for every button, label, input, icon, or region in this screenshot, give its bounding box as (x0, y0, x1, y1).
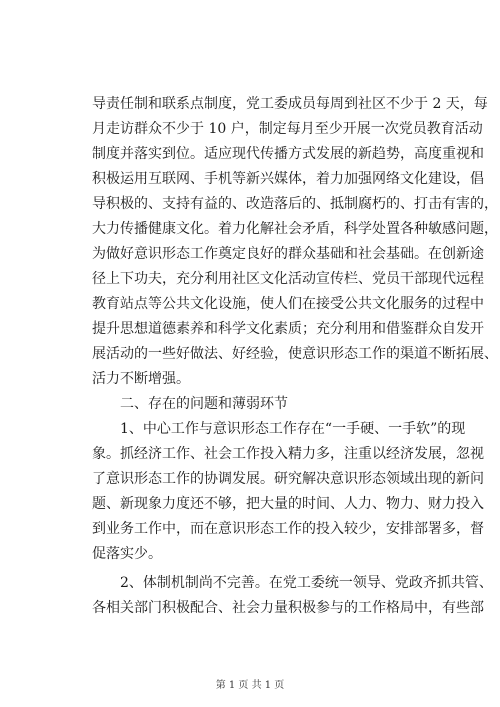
heading-text: 二、存在的问题和薄弱环节 (120, 396, 288, 412)
text-line: 象。抓经济工作、社会工作投入精力多，注重以经济发展，忽视 (92, 446, 484, 462)
text-line: 积极运用互联网、手机等新兴媒体，着力加强网络文化建设，倡 (92, 171, 484, 187)
text-line: 1、中心工作与意识形态工作存在“一手硬、一手软”的现 (120, 421, 466, 437)
text-line: 各相关部门积极配合、社会力量积极参与的工作格局中，有些部 (92, 600, 484, 616)
text-line: 大力传播健康文化。着力化解社会矛盾，科学处置各种敏感问题， (92, 221, 498, 237)
text-line: 促落实少。 (92, 546, 162, 562)
page-footer: 第 1 页 共 1 页 (215, 680, 285, 691)
paragraph-1 (92, 92, 498, 392)
text-line: 导责任制和联系点制度，党工委成员每周到社区不少于 2 天，每 (92, 96, 488, 112)
text-line: 为做好意识形态工作奠定良好的群众基础和社会基础。在创新途 (92, 246, 484, 262)
text-line: 到业务工作中，而在意识形态工作的投入较少，安排部署多，督 (92, 521, 484, 537)
text-line: 提升思想道德素养和科学文化素质；充分利用和借鉴群众自发开 (92, 321, 484, 337)
text-line: 题、新现象力度还不够，把大量的时间、人力、物力、财力投入 (92, 496, 484, 512)
text-line: 制度并落实到位。适应现代传播方式发展的新趋势，高度重视和 (92, 146, 484, 162)
text-line: 月走访群众不少于 10 户，制定每月至少开展一次党员教育活动 (92, 121, 483, 137)
text-line: 2、体制机制尚不完善。在党工委统一领导、党政齐抓共管、 (120, 575, 493, 591)
document-body (92, 92, 498, 621)
text-line: 径上下功夫，充分利用社区文化活动宣传栏、党员干部现代远程 (92, 271, 484, 287)
paragraph-3 (92, 571, 493, 621)
section-heading (92, 392, 414, 417)
text-line: 了意识形态工作的协调发展。研究解决意识形态领域出现的新问 (92, 471, 484, 487)
text-line: 导积极的、支持有益的、改造落后的、抵制腐朽的、打击有害的， (92, 196, 498, 212)
text-line: 教育站点等公共文化设施，使人们在接受公共文化服务的过程中 (92, 296, 484, 312)
text-line: 活力不断增强。 (92, 371, 190, 387)
paragraph-2 (92, 417, 484, 567)
text-line: 展活动的一些好做法、好经验，使意识形态工作的渠道不断拓展、 (92, 346, 498, 362)
